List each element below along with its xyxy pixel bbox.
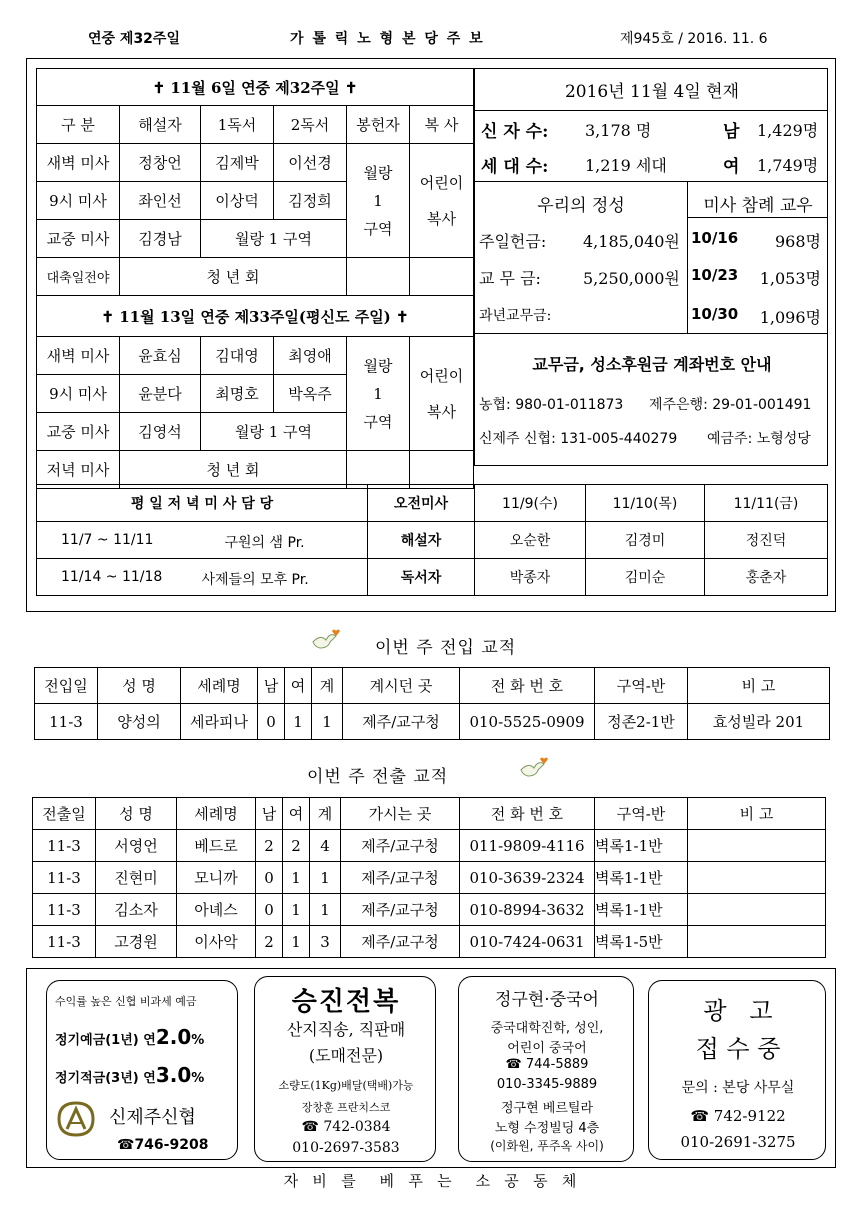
cell: 11-3 (33, 926, 96, 958)
col-header: 여 (283, 798, 310, 830)
cell: 베드로 (177, 830, 256, 862)
mass-name: 저녁 미사 (37, 451, 120, 489)
dove-icon (518, 756, 548, 780)
cell: 010-7424-0631 (460, 926, 595, 958)
attendance-count: 1,096명 (759, 308, 821, 327)
commentator: 정진덕 (705, 522, 828, 559)
morning-mass-label: 오전미사 (368, 485, 475, 522)
mass-name: 새벽 미사 (37, 337, 120, 375)
ad-credit-union (46, 980, 238, 1160)
weekday-mass-table (36, 484, 828, 596)
col-header: 비 고 (688, 668, 830, 704)
cell: 011-9809-4116 (460, 830, 595, 862)
past-dues-label: 과년교무금: (479, 308, 552, 324)
mass-name: 교중 미사 (37, 413, 120, 451)
commentator: 김영석 (120, 413, 201, 451)
cell: 1 (283, 894, 310, 926)
col-reading1: 1독서 (201, 106, 274, 144)
ad4-line2: 접 수 중 (695, 1035, 781, 1063)
cell: 아녜스 (177, 894, 256, 926)
ad4-contact: 문의 : 본당 사무실 (681, 1080, 795, 1096)
col-header: 계 (310, 798, 341, 830)
table-row (35, 704, 830, 740)
col-header: 전입일 (35, 668, 98, 704)
col-category: 구 분 (37, 106, 120, 144)
table-row (33, 894, 826, 926)
ad4-line1: 광 고 (703, 997, 773, 1025)
ad1-phone: ☎746-9208 (117, 1137, 209, 1153)
attendance-date: 10/30 (691, 305, 739, 323)
cell (688, 862, 826, 894)
term2-label: 정기적금(3년) 연 (55, 1071, 156, 1086)
ad1-term1 (55, 1025, 204, 1049)
ad4-phone1: ☎ 742-9122 (690, 1107, 786, 1125)
altar-servers: 어린이 복사 (410, 337, 474, 451)
cell: 양성의 (98, 704, 181, 740)
dues-label: 교 무 금: (479, 269, 541, 288)
ad1-tagline: 수익률 높은 신협 비과세 예금 (55, 995, 197, 1008)
readers-group: 월랑 1 구역 (201, 413, 347, 451)
cell: 정존2-1반 (595, 704, 688, 740)
weekday-title: 평 일 저 녁 미 사 담 당 (37, 485, 368, 522)
ad2-phone1: ☎ 742-0384 (301, 1119, 391, 1135)
female-count: 1,749명 (757, 156, 819, 175)
col-header: 세례명 (177, 798, 256, 830)
sunday-offering-label: 주일헌금: (479, 232, 547, 251)
bulletin-title: 가 톨 릭 노 형 본 당 주 보 (290, 31, 485, 47)
cell (688, 894, 826, 926)
col-reading2: 2독서 (274, 106, 347, 144)
credit-union-logo-icon (55, 1099, 97, 1139)
day-header: 11/10(목) (586, 485, 705, 522)
cell: 효성빌라 201 (688, 704, 830, 740)
cell: 010-3639-2324 (460, 862, 595, 894)
cell: 1 (312, 704, 343, 740)
cell: 4 (310, 830, 341, 862)
readers-group: 월랑 1 구역 (201, 220, 347, 258)
term1-rate: 2.0 (155, 1025, 192, 1049)
mass-name: 대축일전야 (37, 258, 120, 296)
ad3-phone1: ☎ 744-5889 (505, 1057, 589, 1072)
praesidium: 사제들의 모후 Pr. (201, 572, 309, 588)
transfer-in-table (34, 667, 830, 740)
believers-count: 3,178 명 (585, 121, 652, 140)
col-header: 남 (258, 668, 285, 704)
offering-title: 우리의 정성 (537, 196, 625, 216)
dues-amount: 5,250,000원 (583, 269, 680, 288)
col-header: 비 고 (688, 798, 826, 830)
praesidium: 구원의 샘 Pr. (224, 535, 305, 551)
cell: 김소자 (96, 894, 177, 926)
reader1: 김제박 (201, 144, 274, 182)
week-range: 11/14 ~ 11/18 (61, 569, 163, 585)
col-header: 전 화 번 호 (460, 798, 595, 830)
cell: 제주/교구청 (341, 830, 460, 862)
ad4-phone2: 010-2691-3275 (680, 1133, 796, 1151)
male-count: 1,429명 (757, 121, 819, 140)
ad1-name: 신제주신협 (109, 1107, 196, 1128)
account-holder: 예금주: 노형성당 (707, 431, 811, 447)
col-header: 가시는 곳 (341, 798, 460, 830)
dove-icon (310, 628, 340, 652)
cell: 11-3 (33, 830, 96, 862)
cell: 3 (310, 926, 341, 958)
cell: 1 (283, 926, 310, 958)
transfer-in-title: 이번 주 전입 교적 (375, 638, 517, 658)
col-header: 전출일 (33, 798, 96, 830)
reader2: 김정희 (274, 182, 347, 220)
mass-name: 새벽 미사 (37, 144, 120, 182)
ad2-line1: 산지직송, 직판매 (286, 1020, 406, 1039)
percent-sign: % (191, 1071, 205, 1086)
offering-group: 월랑 1 구역 (347, 144, 410, 258)
col-header: 계시던 곳 (343, 668, 460, 704)
commentator: 오순한 (475, 522, 586, 559)
ad-chinese (458, 976, 634, 1162)
cell: 0 (256, 862, 283, 894)
reader: 홍춘자 (705, 559, 828, 596)
schedule1-title: ✝ 11월 6일 연중 제32주일 ✝ (37, 69, 474, 106)
week-label: 연중 제32주일 (88, 31, 180, 47)
female-label: 여 (723, 157, 740, 177)
cell: 1 (310, 862, 341, 894)
reader1: 이상덕 (201, 182, 274, 220)
youth-group: 청 년 회 (120, 258, 347, 296)
issue-number: 제945호 / 2016. 11. 6 (620, 31, 768, 47)
ad3-line2: 어린이 중국어 (507, 1041, 587, 1056)
households-label: 세 대 수: (481, 157, 549, 177)
transfer-out-title: 이번 주 전출 교적 (307, 767, 449, 787)
cell: 0 (256, 894, 283, 926)
col-header: 계 (312, 668, 343, 704)
ad2-phone2: 010-2697-3583 (292, 1140, 400, 1156)
commentator: 김경미 (586, 522, 705, 559)
reader1: 김대영 (201, 337, 274, 375)
cell: 제주/교구청 (341, 926, 460, 958)
col-header: 전 화 번 호 (460, 668, 595, 704)
role-commentator: 해설자 (368, 522, 475, 559)
commentator: 김경남 (120, 220, 201, 258)
youth-group: 청 년 회 (120, 451, 347, 489)
role-reader: 독서자 (368, 559, 475, 596)
male-label: 남 (723, 122, 740, 142)
cell: 2 (256, 926, 283, 958)
col-server: 복 사 (410, 106, 474, 144)
believers-label: 신 자 수: (481, 122, 549, 142)
col-header: 성 명 (98, 668, 181, 704)
reader2: 최영애 (274, 337, 347, 375)
cell: 제주/교구청 (341, 862, 460, 894)
ad2-name: 승진전복 (291, 987, 401, 1017)
reader1: 최명호 (201, 375, 274, 413)
stats-date: 2016년 11월 4일 현재 (564, 82, 740, 102)
table-row (33, 926, 826, 958)
commentator: 정창언 (120, 144, 201, 182)
cell: 2 (256, 830, 283, 862)
ad3-name: 정구현·중국어 (495, 990, 599, 1010)
ad3-phone2: 010-3345-9889 (496, 1077, 598, 1092)
week-range: 11/7 ~ 11/11 (61, 532, 154, 548)
day-header: 11/11(금) (705, 485, 828, 522)
cell (688, 830, 826, 862)
cell: 1 (283, 862, 310, 894)
cell: 11-3 (33, 862, 96, 894)
cell: 11-3 (33, 894, 96, 926)
ad-abalone (254, 976, 436, 1162)
cell: 서영언 (96, 830, 177, 862)
cell: 진현미 (96, 862, 177, 894)
cell: 고경원 (96, 926, 177, 958)
cell: 010-8994-3632 (460, 894, 595, 926)
stats-panel (474, 68, 828, 466)
ad-placeholder (648, 980, 826, 1160)
mass-name: 교중 미사 (37, 220, 120, 258)
schedule2-title: ✝ 11월 13일 연중 제33주일(평신도 주일) ✝ (37, 296, 474, 337)
ad2-line3: 소량도(1Kg)배달(택배)가능 (278, 1079, 414, 1092)
col-header: 여 (285, 668, 312, 704)
commentator: 윤효심 (120, 337, 201, 375)
reader2: 박옥주 (274, 375, 347, 413)
footer-motto: 자 비 를 베 푸 는 소 공 동 체 (283, 1172, 577, 1190)
bank-account: 농협: 980-01-011873 (479, 397, 624, 413)
mass-name: 9시 미사 (37, 182, 120, 220)
ad3-line4: 노형 수정빌딩 4층 (494, 1121, 600, 1136)
ad3-line1: 중국대학진학, 성인, (490, 1021, 604, 1036)
col-header: 성 명 (96, 798, 177, 830)
col-commentator: 해설자 (120, 106, 201, 144)
cell: 1 (285, 704, 312, 740)
percent-sign: % (191, 1033, 205, 1048)
attendance-date: 10/16 (691, 229, 739, 247)
cell: 제주/교구청 (343, 704, 460, 740)
cell: 0 (258, 704, 285, 740)
ad2-line2: (도매전문) (308, 1046, 384, 1065)
cell: 이사악 (177, 926, 256, 958)
bank-account: 제주은행: 29-01-001491 (649, 397, 812, 413)
col-header: 남 (256, 798, 283, 830)
col-header: 세례명 (181, 668, 258, 704)
sunday-offering: 4,185,040원 (583, 232, 680, 251)
altar-servers: 어린이 복사 (410, 144, 474, 258)
attendance-title: 미사 참례 교우 (703, 196, 813, 216)
account-title: 교무금, 성소후원금 계좌번호 안내 (532, 355, 772, 374)
cell: 2 (283, 830, 310, 862)
mass-name: 9시 미사 (37, 375, 120, 413)
cell: 제주/교구청 (341, 894, 460, 926)
cell: 세라피나 (181, 704, 258, 740)
cell: 모니까 (177, 862, 256, 894)
cell: 벽록1-1반 (595, 830, 688, 862)
day-header: 11/9(수) (475, 485, 586, 522)
cell: 벽록1-1반 (595, 862, 688, 894)
commentator: 좌인선 (120, 182, 201, 220)
reader2: 이선경 (274, 144, 347, 182)
offering-group: 월랑 1 구역 (347, 337, 410, 451)
table-row (33, 862, 826, 894)
cell: 010-5525-0909 (460, 704, 595, 740)
commentator: 윤분다 (120, 375, 201, 413)
ad3-line5: (이화원, 푸주옥 사이) (490, 1139, 604, 1153)
cell: 벽록1-1반 (595, 894, 688, 926)
cell: 벽록1-5반 (595, 926, 688, 958)
table-row (33, 830, 826, 862)
transfer-out-table (32, 797, 826, 958)
reader: 김미순 (586, 559, 705, 596)
ad2-line4: 장창훈 프란치스코 (301, 1101, 391, 1114)
term1-label: 정기예금(1년) 연 (55, 1033, 156, 1048)
households-count: 1,219 세대 (585, 156, 667, 175)
bank-account: 신제주 신협: 131-005-440279 (479, 431, 678, 447)
col-header: 구역-반 (595, 668, 688, 704)
term2-rate: 3.0 (155, 1063, 192, 1087)
attendance-date: 10/23 (691, 266, 739, 284)
ad1-term2 (55, 1063, 204, 1087)
cell: 11-3 (35, 704, 98, 740)
ad3-line3: 정구현 베르틸라 (500, 1101, 594, 1116)
reader: 박종자 (475, 559, 586, 596)
cell: 1 (310, 894, 341, 926)
attendance-count: 968명 (775, 232, 821, 251)
col-header: 구역-반 (595, 798, 688, 830)
cell (688, 926, 826, 958)
col-offering: 봉헌자 (347, 106, 410, 144)
attendance-count: 1,053명 (759, 269, 821, 288)
schedule-table-1 (36, 68, 474, 489)
